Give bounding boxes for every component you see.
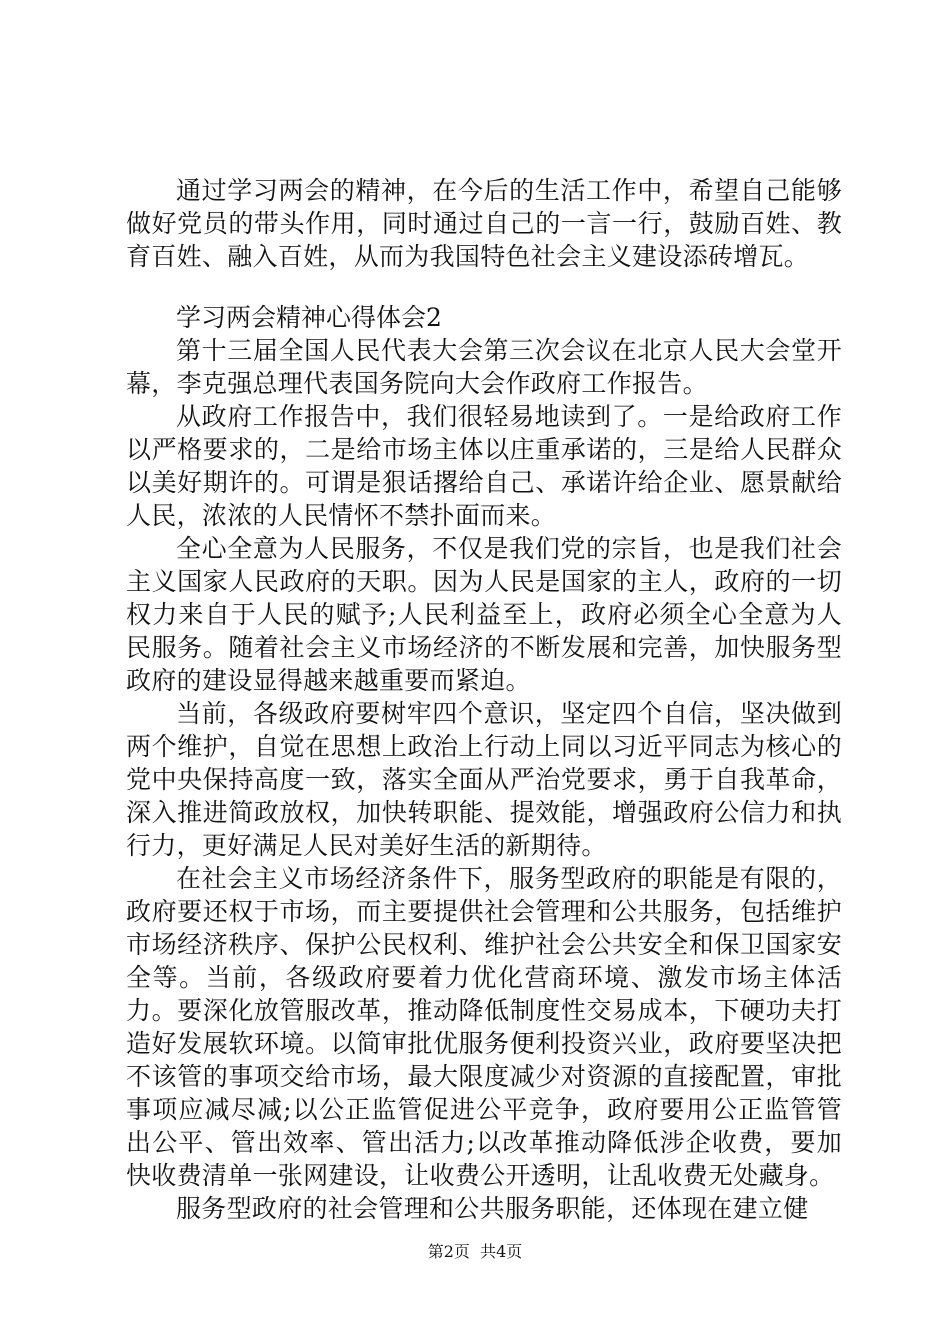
footer-spacer bbox=[470, 1242, 480, 1261]
paragraph-4: 当前，各级政府要树牢四个意识，坚定四个自信，坚决做到两个维护，自觉在思想上政治上行动上同以习近平同志为核心的党中央保持高度一致，落实全面从严治党要求，勇于自我革命，深入推进简政放权，加快转职能、提效能，增强政府公信力和执行力，更好满足人民对美好生活的新期待。 bbox=[126, 699, 842, 860]
paragraph-6: 服务型政府的社会管理和公共服务职能，还体现在建立健 bbox=[176, 1194, 809, 1223]
paragraph-3: 全心全意为人民服务，不仅是我们党的宗旨，也是我们社会主义国家人民政府的天职。因为人民是国家的主人，政府的一切权力来自于人民的赋予;人民利益至上，政府必须全心全意为人民服务。随着社会主义市场经济的不断发展和完善，加快服务型政府的建设显得越来越重要而紧迫。 bbox=[126, 534, 842, 695]
page-number: 第2页 bbox=[427, 1242, 470, 1261]
paragraph-intro: 通过学习两会的精神，在今后的生活工作中，希望自己能够做好党员的带头作用，同时通过自己的一言一行，鼓励百姓、教育百姓、融入百姓，从而为我国特色社会主义建设添砖增瓦。 bbox=[126, 176, 842, 271]
page-total: 共4页 bbox=[480, 1242, 523, 1261]
section-title: 学习两会精神心得体会2 bbox=[176, 303, 442, 332]
document-body bbox=[126, 174, 842, 1225]
paragraph-5: 在社会主义市场经济条件下，服务型政府的职能是有限的，政府要还权于市场，而主要提供社会管理和公共服务，包括维护市场经济秩序、保护公民权利、维护社会公共安全和保卫国家安全等。当前，各级政府要着力优化营商环境、激发市场主体活力。要深化放管服改革，推动降低制度性交易成本，下硬功夫打造好发展软环境。以简审批优服务便利投资兴业，政府要坚决把不该管的事项交给市场，最大限度减少对资源的直接配置，审批事项应减尽减;以公正监管促进公平竞争，政府要用公正监管管出公平、管出效率、管出活力;以改革推动降低涉企收费，要加快收费清单一张网建设，让收费公开透明，让乱收费无处藏身。 bbox=[126, 864, 842, 1190]
paragraph-2: 从政府工作报告中，我们很轻易地读到了。一是给政府工作以严格要求的，二是给市场主体以庄重承诺的，三是给人民群众以美好期许的。可谓是狠话撂给自己、承诺许给企业、愿景献给人民，浓浓的人民情怀不禁扑面而来。 bbox=[126, 402, 842, 530]
page-footer bbox=[0, 1242, 950, 1262]
paragraph-1: 第十三届全国人民代表大会第三次会议在北京人民大会堂开幕，李克强总理代表国务院向大会作政府工作报告。 bbox=[126, 336, 842, 398]
